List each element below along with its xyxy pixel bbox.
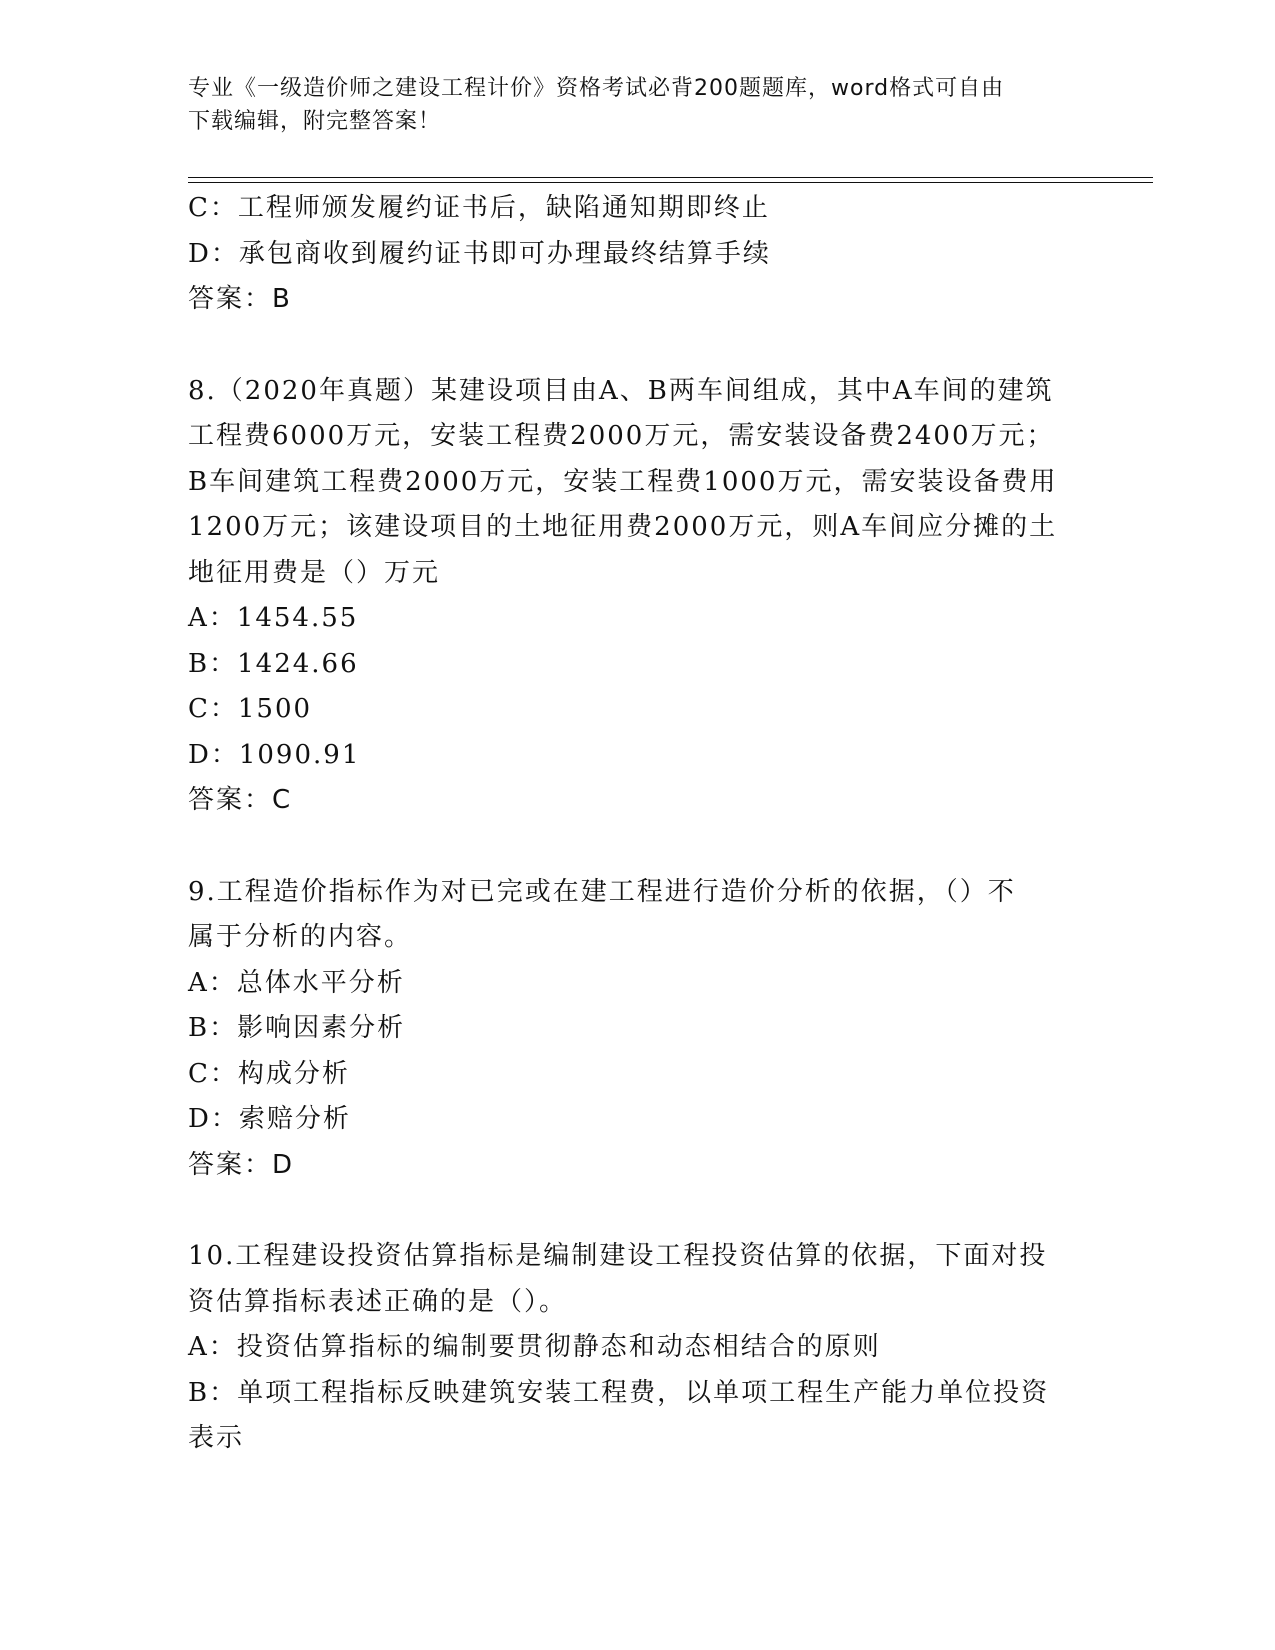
question-text-line: 地征用费是（）万元: [188, 557, 441, 588]
option-a: A：总体水平分析: [188, 967, 405, 998]
question-text-line: 资估算指标表述正确的是（）。: [188, 1286, 568, 1317]
option-c: C：工程师颁发履约证书后，缺陷通知期即终止: [188, 193, 770, 223]
option-d: D：索赔分析: [188, 1104, 351, 1134]
option-a: A：1454.55: [188, 603, 359, 633]
question-9: [188, 870, 1088, 1189]
question-text-line: 8.（2020年真题）某建设项目由A、B两车间组成，其中A车间的建筑: [188, 375, 1054, 406]
option-b-continued: 表示: [188, 1423, 245, 1453]
header-divider: [188, 182, 1153, 183]
answer: 答案：C: [188, 785, 293, 815]
option-b: B：影响因素分析: [188, 1013, 406, 1043]
question-text-line: 属于分析的内容。: [188, 922, 413, 952]
header-line: 专业《一级造价师之建设工程计价》资格考试必背200题题库，word格式可自由: [188, 76, 1005, 101]
option-d: D：承包商收到履约证书即可办理最终结算手续: [188, 238, 771, 269]
option-b: B：单项工程指标反映建筑安装工程费，以单项工程生产能力单位投资: [188, 1377, 1050, 1408]
document-header: [188, 72, 1078, 138]
question-content: [188, 186, 1088, 1462]
option-a: A：投资估算指标的编制要贯彻静态和动态相结合的原则: [188, 1332, 881, 1362]
option-c: C：构成分析: [188, 1058, 350, 1089]
option-b: B：1424.66: [188, 648, 359, 679]
question-text-line: 9.工程造价指标作为对已完或在建工程进行造价分析的依据，（）不: [188, 876, 1016, 907]
option-c: C：1500: [188, 694, 313, 724]
question-10: [188, 1234, 1088, 1462]
previous-question-tail: [188, 186, 1088, 323]
question-text-line: 1200万元；该建设项目的土地征用费2000万元，则A车间应分摊的土: [188, 512, 1058, 542]
question-8: [188, 369, 1088, 824]
answer: 答案：B: [188, 284, 292, 314]
question-text-line: 10.工程建设投资估算指标是编制建设工程投资估算的依据，下面对投: [188, 1241, 1048, 1271]
header-divider: [188, 177, 1153, 178]
question-text-line: B车间建筑工程费2000万元，安装工程费1000万元，需安装设备费用: [188, 466, 1058, 497]
option-d: D：1090.91: [188, 739, 361, 770]
header-line: 下载编辑，附完整答案！: [188, 109, 442, 134]
answer: 答案：D: [188, 1149, 295, 1180]
question-text-line: 工程费6000万元，安装工程费2000万元，需安装设备费2400万元；: [188, 421, 1055, 451]
